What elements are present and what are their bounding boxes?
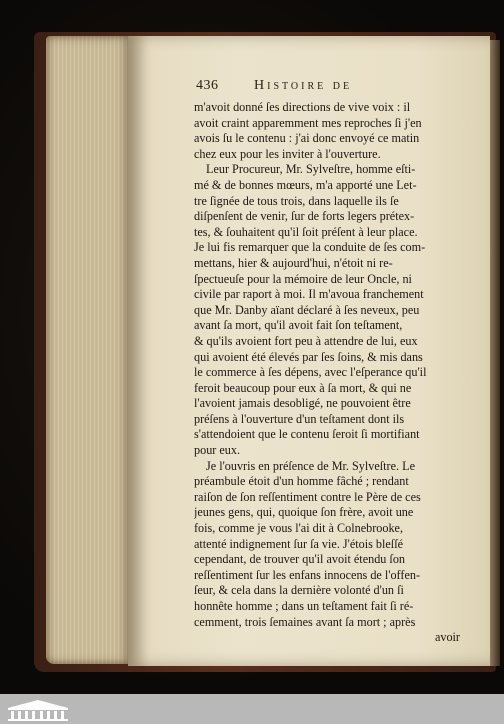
text-line: avois ſu le contenu : j'ai donc envoyé ce matin xyxy=(194,131,420,146)
text-line: m'avoit donné ſes directions de vive voix : il xyxy=(194,100,411,114)
page-header xyxy=(196,78,456,98)
library-logo-icon xyxy=(4,698,72,722)
text-line: ſeur, & cela dans la dernière volonté d'un ſi xyxy=(194,583,404,598)
facing-page-edge xyxy=(490,40,500,666)
text-line: honnête homme ; dans un teſtament fait ſi ré- xyxy=(194,599,414,613)
text-line: mé & de bonnes mœurs, m'a apporté une Let- xyxy=(194,177,417,192)
text-line: tes, & ſouhaitent qu'il ſoit préſent à leur place. xyxy=(194,224,418,239)
text-line: Je lui fis remarquer que la conduite de ſes com- xyxy=(194,240,426,255)
text-line: le commerce à ſes dépens, avec l'eſperance qu'il xyxy=(194,365,427,380)
text-line: avoit craint apparemment mes reproches ſi j'en xyxy=(194,115,422,130)
text-line: feroit beaucoup pour eux à ſa mort, & qui ne xyxy=(194,380,412,395)
text-line: civile par raport à moi. Il m'avoua franchement xyxy=(194,287,424,302)
text-line: l'avoient jamais desobligé, ne pouvoient être xyxy=(194,396,411,411)
text-line: mettans, hier & aujourd'hui, n'étoit ni re- xyxy=(194,255,393,270)
text-line: préambule étoit d'un homme fâché ; rendant xyxy=(194,474,409,489)
running-title: Histoire de xyxy=(254,78,353,93)
catchword: avoir xyxy=(434,630,460,645)
text-line: s'attendoient que le contenu ſeroit ſi mortifiant xyxy=(194,427,420,442)
text-line: Je l'ouvris en préſence de Mr. Sylveſtre. Le xyxy=(206,458,415,473)
text-line: chez eux pour les inviter à l'ouverture. xyxy=(194,146,381,161)
text-line: que Mr. Danby aïant déclaré à ſes neveux, peu xyxy=(194,302,420,317)
text-line: Leur Procureur, Mr. Sylveſtre, homme eſti- xyxy=(206,162,416,177)
text-line: jeunes gens, qui, quoique ſon frère, avoit une xyxy=(194,505,414,520)
text-line: raiſon de ſon reſſentiment contre le Père de ces xyxy=(194,489,421,504)
text-line: diſpenſent de venir, ſur de forts legers prétex- xyxy=(194,209,415,224)
text-line: cependant, de trouver qu'il avoit étendu ſon xyxy=(194,552,406,567)
text-line: attenté indignement ſur ſa vie. J'étois bleſſé xyxy=(194,536,403,551)
text-line: ſpectueuſe pour la mémoire de leur Oncle, ni xyxy=(194,271,412,286)
page-number: 436 xyxy=(196,78,219,93)
viewer-footer xyxy=(0,694,504,724)
text-line: reſſentiment ſur les enfans innocens de l'offen- xyxy=(194,567,421,582)
text-line: préſens à l'ouverture d'un teſtament dont ils xyxy=(194,411,405,426)
text-line: fois, comme je vous l'ai dit à Colnebrooke, xyxy=(194,521,404,536)
text-line: cemment, trois ſemaines avant ſa mort ; après xyxy=(194,614,416,629)
text-line: qui avoient été élevés par ſes ſoins, & mis dans xyxy=(194,349,423,364)
text-line: & qu'ils avoient fort peu à attendre de lui, eux xyxy=(194,333,418,348)
body-text xyxy=(194,100,460,646)
text-line: avant ſa mort, qu'il avoit fait ſon teſtament, xyxy=(194,318,403,333)
page-edges xyxy=(46,36,132,664)
text-line: tre ſignée de tous trois, dans laquelle ils ſe xyxy=(194,193,399,208)
text-line: pour eux. xyxy=(194,443,241,458)
